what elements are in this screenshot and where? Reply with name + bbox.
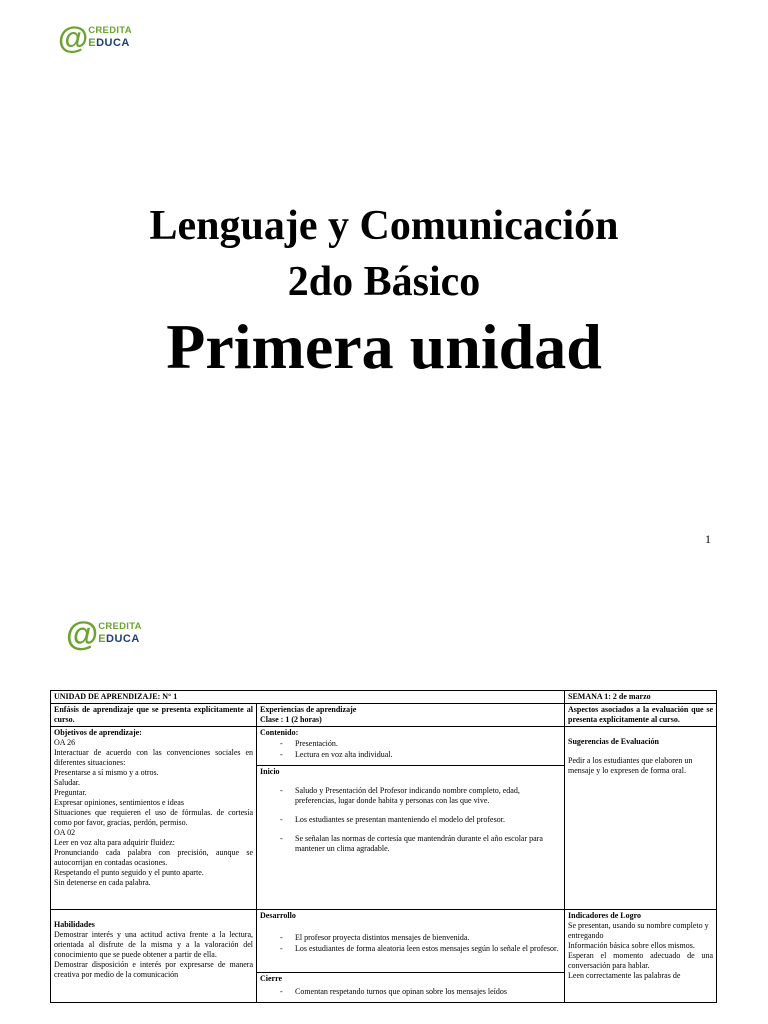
objetivos-line: Presentarse a sí mismo y a otros. xyxy=(54,768,159,777)
page-number: 1 xyxy=(705,532,711,546)
cierre-list xyxy=(260,987,561,997)
list-item: - Se señalan las normas de cortesía que mantendrán durante el año escolar para mantener un clima agradable. xyxy=(260,834,561,854)
indicadores-title: Indicadores de Logro xyxy=(568,911,642,920)
objetivos-line: Preguntar. xyxy=(54,788,87,797)
objetivos-cell xyxy=(51,727,257,910)
inicio-title: Inicio xyxy=(260,767,280,776)
habilidades-line: Demostrar interés y una actitud activa frente a la lectura, orientada al disfrute de la misma y a la valoración del conocimiento que se puede obtener a partir de ella. xyxy=(54,930,253,959)
unit-title: Primera unidad xyxy=(166,311,602,382)
contenido-row xyxy=(51,727,717,766)
logo-top-text: CREDITA xyxy=(98,621,142,633)
objetivos-title: Objetivos de aprendizaje: xyxy=(54,728,142,737)
cierre-title: Cierre xyxy=(260,974,283,983)
indicadores-line: Se presentan, usando su nombre completo y entregando xyxy=(568,921,709,940)
experiencias-label: Experiencias de aprendizaje xyxy=(260,705,357,714)
habilidades-cell xyxy=(51,910,257,1003)
indicadores-line: Leen correctamente las palabras de xyxy=(568,971,681,980)
list-item: - Presentación. xyxy=(260,739,561,749)
desarrollo-row xyxy=(51,910,717,973)
logo-bottom-text: EDUCA xyxy=(98,632,140,645)
grade-title: 2do Básico xyxy=(287,259,481,305)
logo-wordmark xyxy=(88,26,132,49)
desarrollo-list xyxy=(260,933,561,954)
cierre-cell xyxy=(257,973,565,1003)
objetivos-line: OA 02 xyxy=(54,828,76,837)
logo-wordmark xyxy=(98,622,142,645)
desarrollo-title: Desarrollo xyxy=(260,911,296,920)
contenido-list xyxy=(260,739,561,760)
desarrollo-cell xyxy=(257,910,565,973)
objetivos-line: Respetando el punto seguido y el punto aparte. xyxy=(54,868,204,877)
objetivos-line: Leer en voz alta para adquirir fluidez: xyxy=(54,838,175,847)
sugerencias-text: Pedir a los estudiantes que elaboren un mensaje y lo expresen de forma oral. xyxy=(568,756,693,775)
sugerencias-title: Sugerencias de Evaluación xyxy=(568,737,659,746)
contenido-cell xyxy=(257,727,565,766)
indicadores-line: Esperan el momento adecuado de una conversación para hablar. xyxy=(568,951,713,970)
inicio-list xyxy=(260,786,561,854)
objetivos-line: OA 26 xyxy=(54,738,76,747)
indicadores-line: Información básica sobre ellos mismos. xyxy=(568,941,695,950)
table-header-row xyxy=(51,691,717,704)
objetivos-line: Expresar opiniones, sentimientos e ideas xyxy=(54,798,184,807)
habilidades-line: Demostrar disposición e interés por expresarse de manera creativa por medio de la comunicación xyxy=(54,960,253,979)
logo-at-icon: @ xyxy=(58,20,89,55)
logo-at-icon: @ xyxy=(66,615,99,652)
list-item: - Comentan respetando turnos que opinan sobre los mensajes leídos xyxy=(260,987,561,997)
subject-title: Lenguaje y Comunicación xyxy=(149,203,619,249)
unit-heading: UNIDAD DE APRENDIZAJE: N° 1 xyxy=(51,691,565,704)
list-item: - El profesor proyecta distintos mensajes de bienvenida. xyxy=(260,933,561,943)
objetivos-line: Sin detenerse en cada palabra. xyxy=(54,878,151,887)
indicadores-cell xyxy=(565,910,717,1003)
clase-label: Clase : 1 (2 horas) xyxy=(260,715,322,724)
objetivos-line: Saludar. xyxy=(54,778,80,787)
logo-top-text: CREDITA xyxy=(88,25,132,37)
credita-educa-logo-2 xyxy=(66,617,142,650)
contenido-title: Contenido: xyxy=(260,728,299,737)
objetivos-line: Situaciones que requieren el uso de fórmulas. de cortesía como por favor, gracias, perdón, permiso. xyxy=(54,808,253,827)
lesson-plan-table xyxy=(50,690,717,1003)
table-subheader-row xyxy=(51,704,717,727)
inicio-cell xyxy=(257,766,565,910)
list-item: - Lectura en voz alta individual. xyxy=(260,750,561,760)
sugerencias-cell xyxy=(565,727,717,910)
objetivos-line: Interactuar de acuerdo con las convenciones sociales en diferentes situaciones: xyxy=(54,748,253,767)
list-item: - Los estudiantes de forma aleatoria leen estos mensajes según lo señale el profesor. xyxy=(260,944,561,954)
week-heading: SEMANA 1: 2 de marzo xyxy=(565,691,717,704)
aspectos-cell: Aspectos asociados a la evaluación que se presenta explícitamente al curso. xyxy=(565,704,717,727)
enfasis-cell: Enfásis de aprendizaje que se presenta explícitamente al curso. xyxy=(51,704,257,727)
list-item: - Saludo y Presentación del Profesor indicando nombre completo, edad, preferencias, lugar donde habita y personas con las que vive. xyxy=(260,786,561,806)
credita-educa-logo xyxy=(58,22,132,53)
list-item: - Los estudiantes se presentan manteniendo el modelo del profesor. xyxy=(260,815,561,825)
experiencias-cell xyxy=(257,704,565,727)
objetivos-line: Pronunciando cada palabra con precisión, aunque se autocorrijan en contadas ocasiones. xyxy=(54,848,253,867)
habilidades-title: Habilidades xyxy=(54,920,95,929)
logo-bottom-text: EDUCA xyxy=(88,36,130,49)
